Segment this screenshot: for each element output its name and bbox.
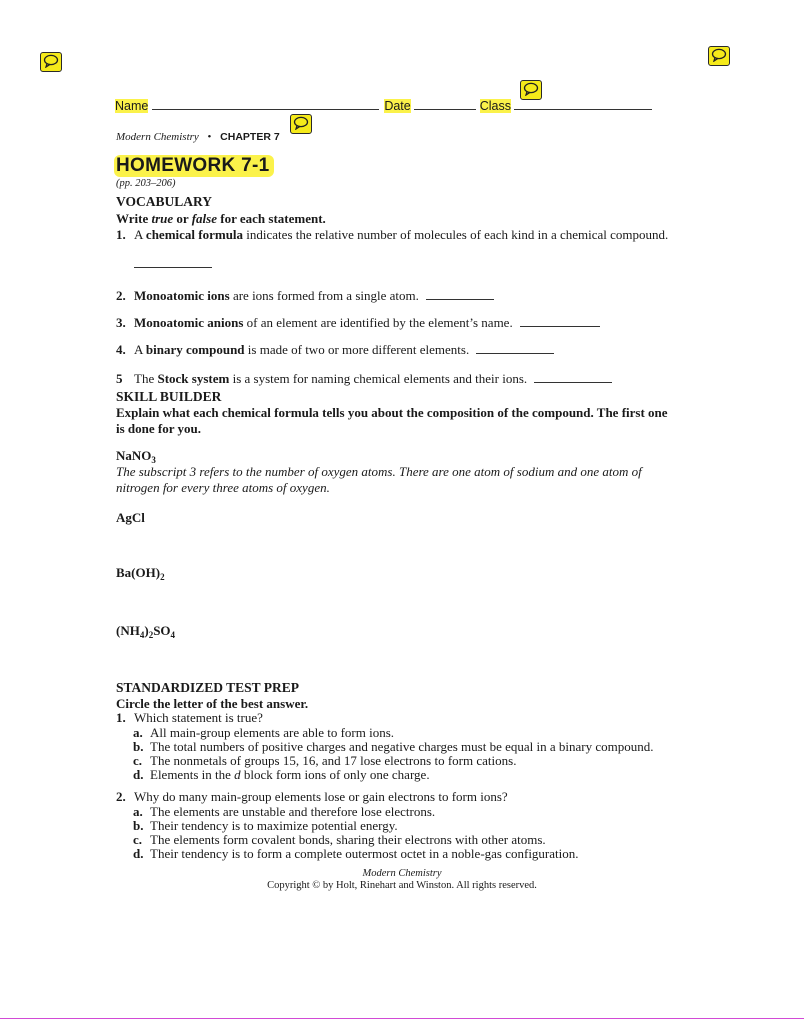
answer-blank-4[interactable] xyxy=(476,341,554,354)
vocab-item-5: 5 The Stock system is a system for naming chemical elements and their ions. xyxy=(116,370,612,387)
test-prep-instruction: Circle the letter of the best answer. xyxy=(116,696,309,711)
footer-copyright: Copyright © by Holt, Rinehart and Winston. All rights reserved. xyxy=(267,880,537,891)
chapter-line xyxy=(116,131,280,143)
header-fields xyxy=(115,97,652,113)
date-field[interactable] xyxy=(414,97,476,110)
answer-blank-1[interactable] xyxy=(134,255,212,268)
vocab-item-2: 2. Monoatomic ions are ions formed from a single atom. xyxy=(116,287,494,304)
q2-option-a[interactable]: a. The elements are unstable and therefore lose electrons. xyxy=(133,804,436,819)
chapter-label: CHAPTER 7 xyxy=(220,131,280,143)
skill-builder-heading: SKILL BUILDER xyxy=(116,389,222,404)
comment-note-icon[interactable] xyxy=(708,46,730,66)
footer-book: Modern Chemistry xyxy=(362,868,442,879)
page-title: HOMEWORK 7-1 xyxy=(114,155,274,177)
example-answer-2: nitrogen for every three atoms of oxygen. xyxy=(116,480,330,495)
question-1: 1. Which statement is true? xyxy=(116,710,263,725)
q1-option-d[interactable]: d. Elements in the d block form ions of only one charge. xyxy=(133,767,430,782)
q2-option-c[interactable]: c. The elements form covalent bonds, sharing their electrons with other atoms. xyxy=(133,832,546,847)
question-2: 2. Why do many main-group elements lose or gain electrons to form ions? xyxy=(116,789,508,804)
vocab-item-4: 4. A binary compound is made of two or more different elements. xyxy=(116,341,554,358)
skill-builder-instruction-1: Explain what each chemical formula tells you about the composition of the compound. The first one xyxy=(116,405,668,420)
formula-agcl: AgCl xyxy=(116,510,145,525)
name-label: Name xyxy=(115,99,149,113)
comment-note-icon[interactable] xyxy=(290,114,312,134)
q1-option-c[interactable]: c. The nonmetals of groups 15, 16, and 17 lose electrons to form cations. xyxy=(133,753,517,768)
comment-note-icon[interactable] xyxy=(40,52,62,72)
q2-option-b[interactable]: b. Their tendency is to maximize potential energy. xyxy=(133,818,398,833)
answer-blank-2[interactable] xyxy=(426,287,494,300)
answer-blank-3[interactable] xyxy=(520,314,600,327)
test-prep-heading: STANDARDIZED TEST PREP xyxy=(116,680,300,695)
page-bottom-rule xyxy=(0,1018,804,1019)
skill-builder-instruction-2: is done for you. xyxy=(116,421,201,436)
q1-option-a[interactable]: a. All main-group elements are able to form ions. xyxy=(133,725,395,740)
q1-option-b[interactable]: b. The total numbers of positive charges and negative charges must be equal in a binary compound. xyxy=(133,739,654,754)
page-range: (pp. 203–206) xyxy=(116,178,176,189)
formula-nh4-2so4: $(NH_4)_2SO_4$ xyxy=(116,623,176,640)
vocabulary-heading: VOCABULARY xyxy=(116,194,213,209)
class-label: Class xyxy=(479,99,511,113)
q2-option-d[interactable]: d. Their tendency is to form a complete outermost octet in a noble-gas configuration. xyxy=(133,846,579,861)
book-title: Modern Chemistry xyxy=(116,131,199,143)
class-field[interactable] xyxy=(514,97,652,110)
example-answer-1: The subscript 3 refers to the number of oxygen atoms. There are one atom of sodium and one atom of xyxy=(116,464,642,479)
date-label: Date xyxy=(384,99,411,113)
name-field[interactable] xyxy=(152,97,379,110)
formula-nano3: NaNO$_3$ xyxy=(116,448,156,465)
vocabulary-instruction: Write true or false for each statement. xyxy=(116,211,326,226)
separator: • xyxy=(207,131,212,143)
vocab-item-1: 1. A chemical formula indicates the relative number of molecules of each kind in a chemical compound. xyxy=(116,227,669,242)
vocab-item-3: 3. Monoatomic anions of an element are identified by the element’s name. xyxy=(116,314,600,331)
formula-baoh2: $Ba(OH)_2$ xyxy=(116,565,165,582)
answer-blank-5[interactable] xyxy=(534,370,612,383)
